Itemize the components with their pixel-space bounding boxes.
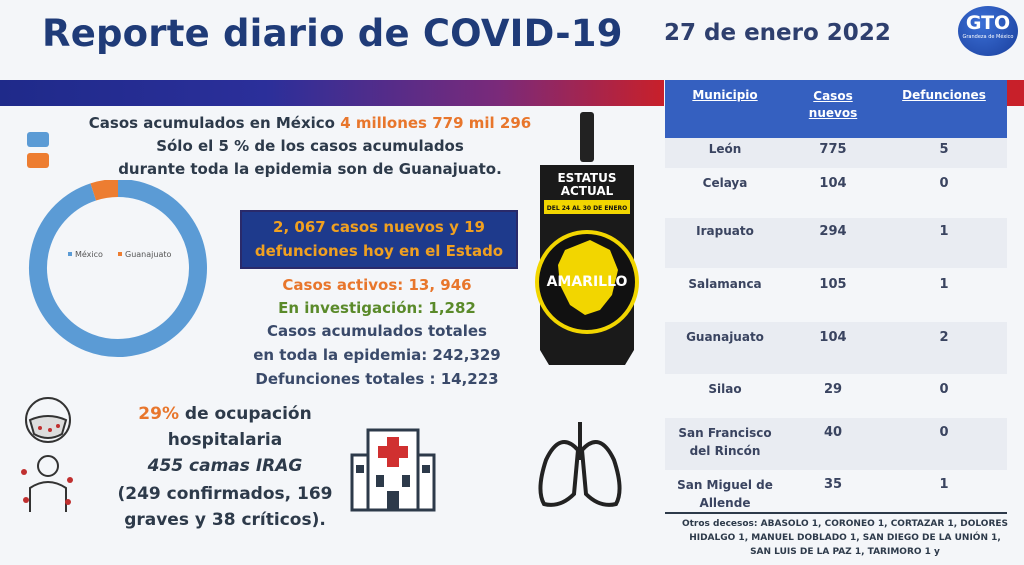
active-cases: Casos activos: 13, 946 xyxy=(282,276,472,294)
header-municipio: Municipio xyxy=(692,88,758,102)
cell-casos: 294 xyxy=(819,224,847,239)
other-deaths-note: Otros decesos: ABASOLO 1, CORONEO 1, CORTAZAR 1, DOLORES HIDALGO 1, MANUEL DOBLADO 1, SAN DIEGO DE LA UNIÓN 1, SAN LUIS DE LA PAZ 1, TARIMORO 1 y xyxy=(681,519,1009,557)
accumulated-mexico-value: 4 millones 779 mil 296 xyxy=(340,114,532,132)
total-cases-line1: Casos acumulados totales xyxy=(267,322,487,340)
donut-slice-mxico xyxy=(38,188,198,348)
sick-person-icon xyxy=(18,452,78,522)
status-period: DEL 24 AL 30 DE ENERO xyxy=(546,205,628,212)
status-pole xyxy=(580,112,594,162)
new-cases-line1: 2, 067 casos nuevos y 19 xyxy=(273,218,485,236)
donut-legend-guanajuato-swatch xyxy=(118,252,122,256)
cell-municipio: León xyxy=(708,142,742,156)
header-casos-2: nuevos xyxy=(808,106,858,120)
legend-swatch-guanajuato xyxy=(27,153,49,168)
lungs-icon xyxy=(530,420,630,510)
occupancy-line xyxy=(110,404,340,424)
cell-defunciones: 0 xyxy=(939,382,949,397)
status-indicator xyxy=(530,110,650,370)
donut-legend-mexico: México xyxy=(75,250,103,259)
hospital-icon xyxy=(348,425,438,515)
cell-defunciones: 5 xyxy=(939,142,949,157)
cell-defunciones: 2 xyxy=(939,330,949,345)
irag-beds: 455 camas IRAG xyxy=(147,456,303,476)
donut-legend-mexico-swatch xyxy=(68,252,72,256)
donut-slice-guanajuato xyxy=(93,188,118,192)
report-date: 27 de enero 2022 xyxy=(664,20,891,46)
under-investigation: En investigación: 1,282 xyxy=(278,299,476,317)
cell-casos: 105 xyxy=(819,277,847,292)
cell-defunciones: 0 xyxy=(939,176,949,191)
patients-line1: (249 confirmados, 169 xyxy=(117,484,333,504)
header-defunciones: Defunciones xyxy=(902,88,986,102)
legend-swatch-mexico xyxy=(27,132,49,147)
cell-casos: 104 xyxy=(819,330,847,345)
page-title: Reporte diario de COVID-19 xyxy=(42,12,623,55)
donut-slices xyxy=(38,188,198,348)
cell-municipio: San Miguel de Allende xyxy=(677,478,773,510)
header-band xyxy=(0,80,664,106)
cell-municipio: San Francisco del Rincón xyxy=(678,426,772,458)
status-level: AMARILLO xyxy=(546,274,628,290)
accumulated-mexico-line xyxy=(60,114,560,132)
table-header xyxy=(665,80,1007,138)
cases-donut-chart xyxy=(20,180,220,380)
table-bottom-rule xyxy=(665,512,1007,514)
new-cases-line2: defunciones hoy en el Estado xyxy=(254,242,504,260)
cell-defunciones: 1 xyxy=(939,277,949,292)
total-deaths: Defunciones totales : 14,223 xyxy=(255,370,499,388)
accumulated-mexico-prefix: Casos acumulados en México xyxy=(88,114,341,132)
gto-logo xyxy=(958,6,1018,56)
cell-municipio: Silao xyxy=(708,382,742,396)
patients-line2: graves y 38 críticos). xyxy=(124,510,326,530)
header-casos-1: Casos xyxy=(813,89,853,103)
occupancy-percent: 29% xyxy=(138,404,179,424)
cell-defunciones: 1 xyxy=(939,224,949,239)
occupancy-text: de ocupación xyxy=(178,404,312,424)
header-band-right xyxy=(1006,80,1024,106)
cell-defunciones: 1 xyxy=(939,477,949,492)
total-cases-line2: en toda la epidemia: 242,329 xyxy=(253,346,501,364)
cell-municipio: Salamanca xyxy=(688,277,762,291)
new-cases-box xyxy=(240,210,518,269)
logo-text: GTO xyxy=(965,12,1011,34)
cell-casos: 104 xyxy=(819,176,847,191)
cell-casos: 35 xyxy=(823,477,843,492)
share-line-2: durante toda la epidemia son de Guanajuato. xyxy=(118,160,502,178)
cell-municipio: Celaya xyxy=(702,176,748,190)
cell-casos: 29 xyxy=(823,382,843,397)
donut-legend-guanajuato: Guanajuato xyxy=(125,250,172,259)
occupancy-line2: hospitalaria xyxy=(167,430,283,450)
cell-casos: 775 xyxy=(819,142,847,157)
cell-municipio: Guanajuato xyxy=(686,330,764,344)
mask-face-icon xyxy=(20,392,76,448)
cell-casos: 40 xyxy=(823,425,843,440)
share-line: Sólo el 5 % de los casos acumulados xyxy=(156,137,464,155)
donut-legend xyxy=(68,249,171,259)
cell-municipio: Irapuato xyxy=(696,224,754,238)
header-casos xyxy=(785,88,881,122)
logo-subtext: Grandeza de México xyxy=(962,34,1014,40)
cell-defunciones: 0 xyxy=(939,425,949,440)
status-label-2: ACTUAL xyxy=(560,184,614,198)
status-label-1: ESTATUS xyxy=(557,171,617,185)
